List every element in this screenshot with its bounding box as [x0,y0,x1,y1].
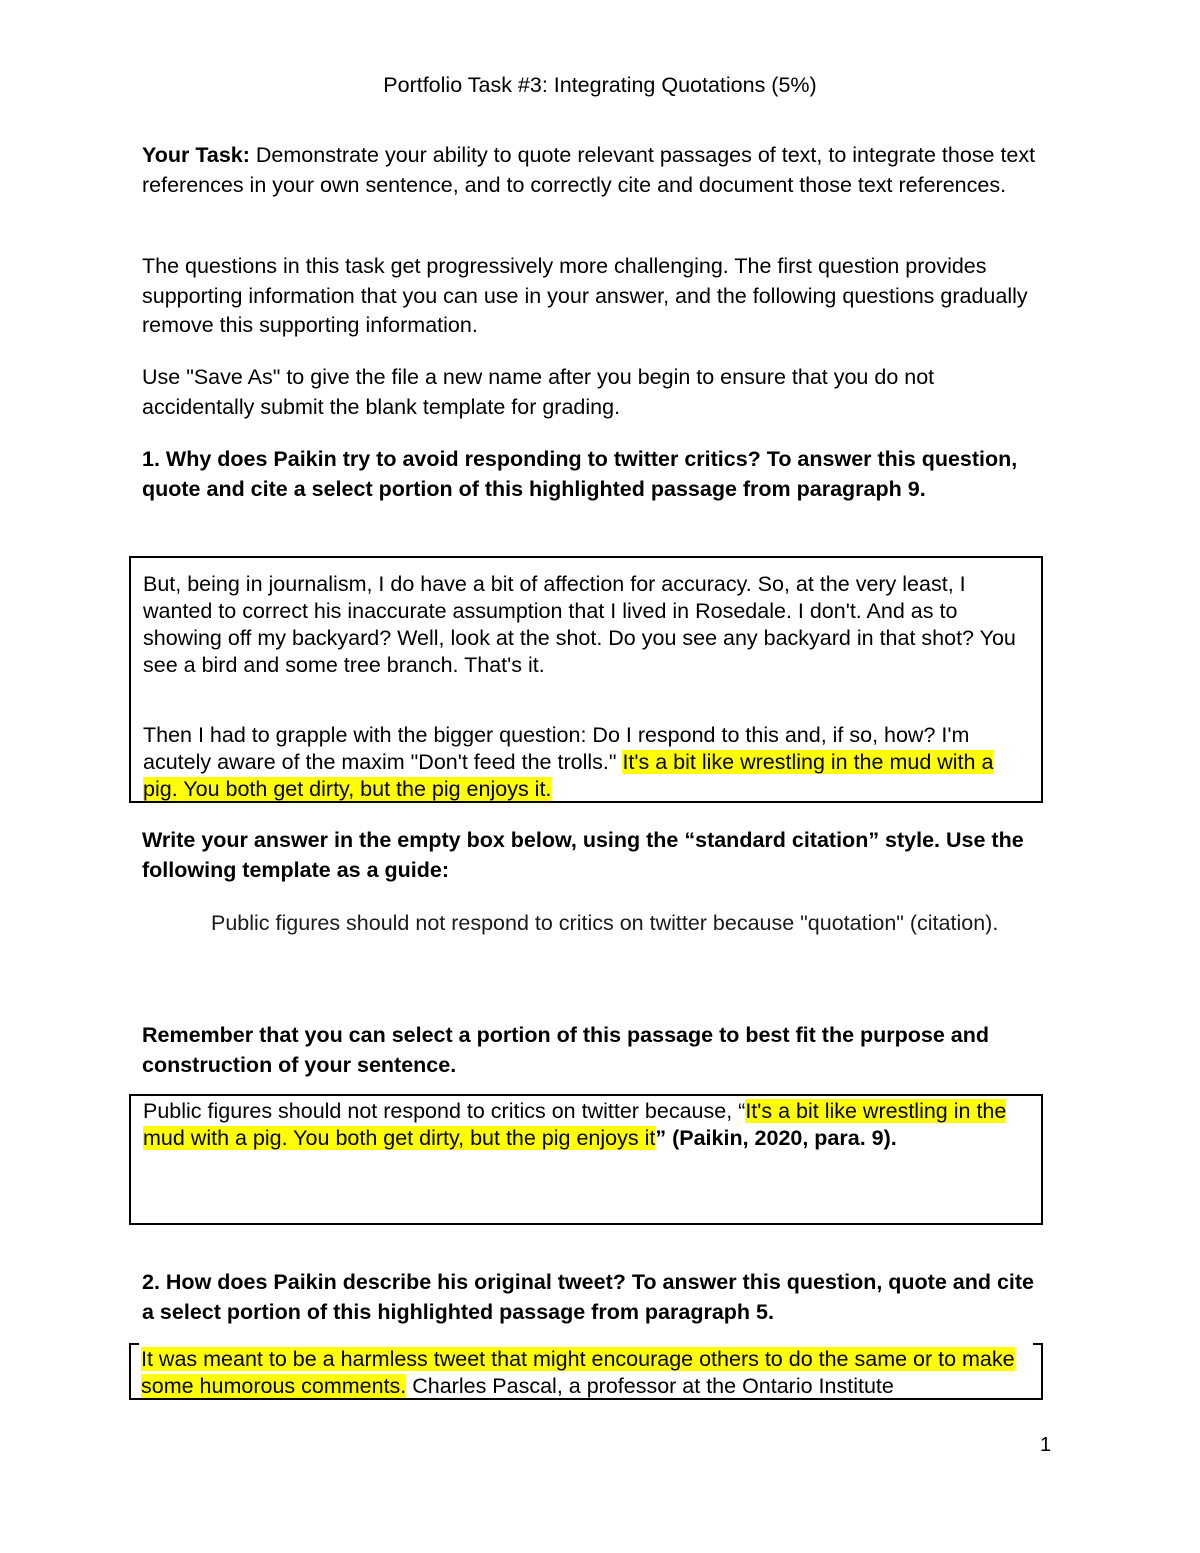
q1-passage-box [129,556,1043,803]
answer-instruction: Write your answer in the empty box below, using the “standard citation” style. Use the following template as a guide: [142,828,1024,882]
task-paragraph [142,141,1042,200]
q1-answer-citation: ” (Paikin, 2020, para. 9). [655,1126,897,1150]
q1-passage-highlight: It's a bit like wrestling in the mud with a pig. You both get dirty, but the pig enjoys it. [143,750,994,801]
q2-passage-box [129,1343,1043,1400]
q1-answer-plain: Public figures should not respond to critics on twitter because, “ [143,1099,746,1123]
save-as-paragraph: Use "Save As" to give the file a new name after you begin to ensure that you do not accidentally submit the blank template for grading. [142,365,935,419]
q1-answer-box[interactable] [129,1094,1043,1225]
q2-passage-plain: Charles Pascal, a professor at the Ontario Institute [406,1374,894,1398]
q2-box-top-right-tick [1033,1343,1043,1345]
q1-answer-highlight: It's a bit like wrestling in the mud with a pig. You both get dirty, but the pig enjoys it [143,1099,1007,1150]
q2-box-top-left-tick [129,1343,139,1345]
page-number: 1 [1040,1434,1052,1456]
q2-box-right-border [1041,1343,1043,1400]
question-1: 1. Why does Paikin try to avoid responding to twitter critics? To answer this question, quote and cite a select portion of this highlighted passage from paragraph 9. [142,447,1018,501]
citation-template: Public figures should not respond to critics on twitter because "quotation" (citation). [211,911,999,935]
q2-passage-highlight-a: It was [141,1347,198,1371]
task-label: Your Task: [142,143,250,167]
progression-paragraph: The questions in this task get progressively more challenging. The first question provides supporting information that you can use in your answer, and the following questions gradually remove this supporting information. [142,254,1028,337]
q1-answer-text [143,1098,1033,1152]
selection-reminder: Remember that you can select a portion of this passage to best fit the purpose and construction of your sentence. [142,1023,990,1077]
page-title: Portfolio Task #3: Integrating Quotations (5%) [383,73,817,97]
q1-passage-paragraph-1: But, being in journalism, I do have a bit of affection for accuracy. So, at the very least, I wanted to correct his inaccurate assumption that I lived in Rosedale. I don't. And as to showing off my backyard? Well, look at the shot. Do you see any backyard in that shot? You see a bird and some tree branch. That's it. [143,572,1016,677]
task-text: Demonstrate your ability to quote relevant passages of text, to integrate those text references in your own sentence, and to correctly cite and document those text references. [142,143,1036,197]
question-2: 2. How does Paikin describe his original tweet? To answer this question, quote and cite a select portion of this highlighted passage from paragraph 5. [142,1270,1035,1324]
q2-box-left-border [129,1343,131,1400]
q2-passage-highlight-b: meant to be a harmless tweet that might encourage others to do the same or to make some humorous comments. [141,1347,1015,1398]
q1-passage-plain: Then I had to grapple with the bigger question: Do I respond to this and, if so, how? I'm acutely aware of the maxim "Don't feed the trolls." [143,723,970,774]
q2-passage-text [141,1346,1035,1400]
q1-passage-paragraph-2 [143,722,1033,803]
